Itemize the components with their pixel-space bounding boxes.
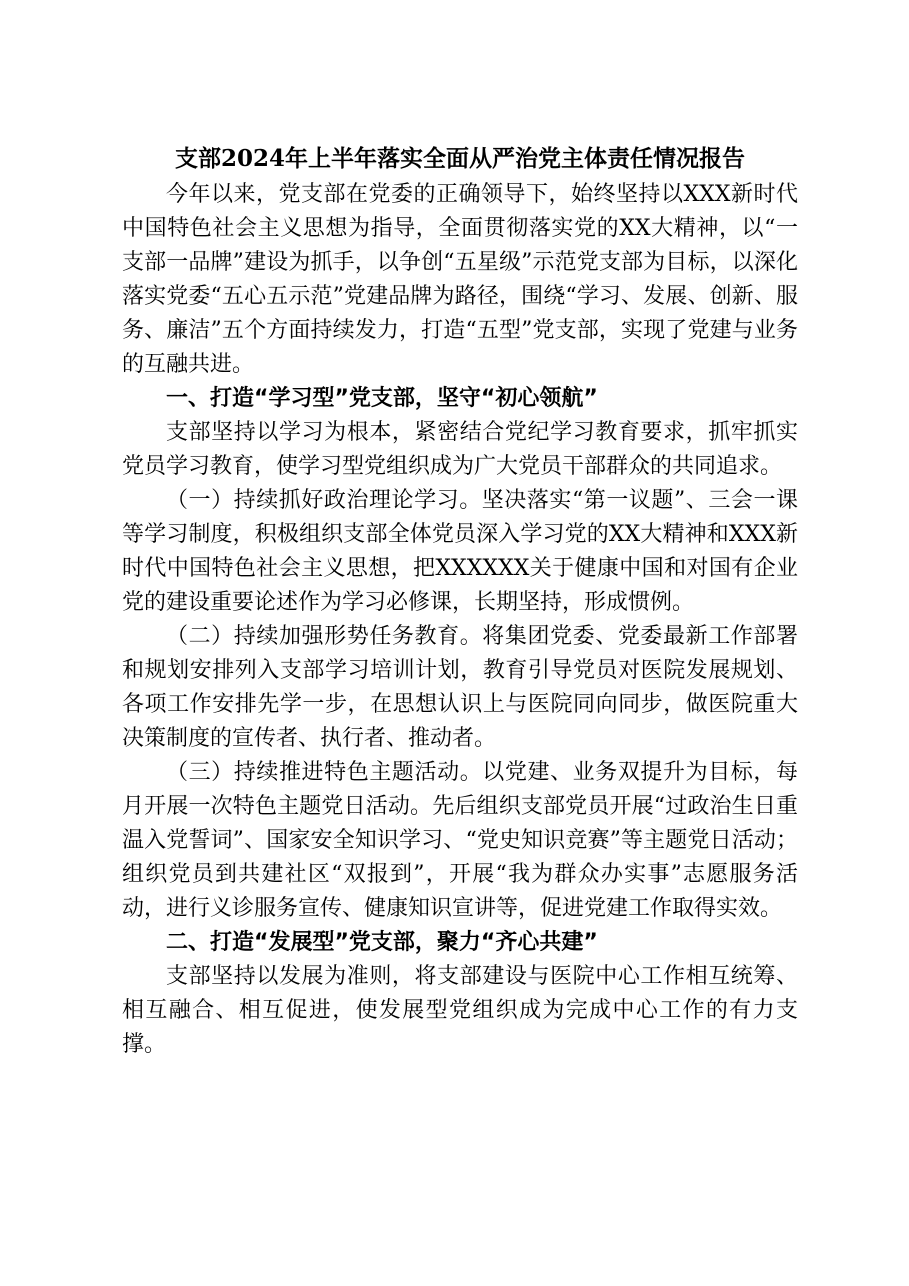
section-1-item-3: （三）持续推进特色主题活动。以党建、业务双提升为目标，每月开展一次特色主题党日活动。先后组织支部党员开展“过政治生日重温入党誓词”、国家安全知识学习、“党史知识竞赛”等主题党日活动；组织党员到共建社区“双报到”，开展“我为群众办实事”志愿服务活动，进行义诊服务宣传、健康知识宣讲等，促进党建工作取得实效。 xyxy=(122,760,798,921)
section-2-intro: 支部坚持以发展为准则，将支部建设与医院中心工作相互统筹、相互融合、相互促进，使发展型党组织成为完成中心工作的有力支撑。 xyxy=(122,964,798,1057)
section-1-intro: 支部坚持以学习为根本，紧密结合党纪学习教育要求，抓牢抓实党员学习教育，使学习型党组织成为广大党员干部群众的共同追求。 xyxy=(122,420,798,479)
intro-paragraph: 今年以来，党支部在党委的正确领导下，始终坚持以XXX新时代中国特色社会主义思想为指导，全面贯彻落实党的XX大精神，以“一支部一品牌”建设为抓手，以争创“五星级”示范党支部为目标，以深化落实党委“五心五示范”党建品牌为路径，围绕“学习、发展、创新、服务、廉洁”五个方面持续发力，打造“五型”党支部，实现了党建与业务的互融共进。 xyxy=(122,182,798,377)
section-1-item-2: （二）持续加强形势任务教育。将集团党委、党委最新工作部署和规划安排列入支部学习培训计划，教育引导党员对医院发展规划、各项工作安排先学一步，在思想认识上与医院同向同步，做医院重大决策制度的宣传者、执行者、推动者。 xyxy=(122,624,798,751)
section-1-heading: 一、打造“学习型”党支部，坚守“初心领航” xyxy=(166,386,598,411)
section-2-heading: 二、打造“发展型”党支部，聚力“齐心共建” xyxy=(166,930,598,955)
section-1-item-1: （一）持续抓好政治理论学习。坚决落实“第一议题”、三会一课等学习制度，积极组织支部全体党员深入学习党的XX大精神和XXX新时代中国特色社会主义思想，把XXXXXX关于健康中国和对国有企业党的建设重要论述作为学习必修课，长期坚持，形成惯例。 xyxy=(122,488,798,615)
document-page xyxy=(122,140,798,1062)
document-title: 支部2024年上半年落实全面从严治党主体责任情况报告 xyxy=(174,145,745,172)
